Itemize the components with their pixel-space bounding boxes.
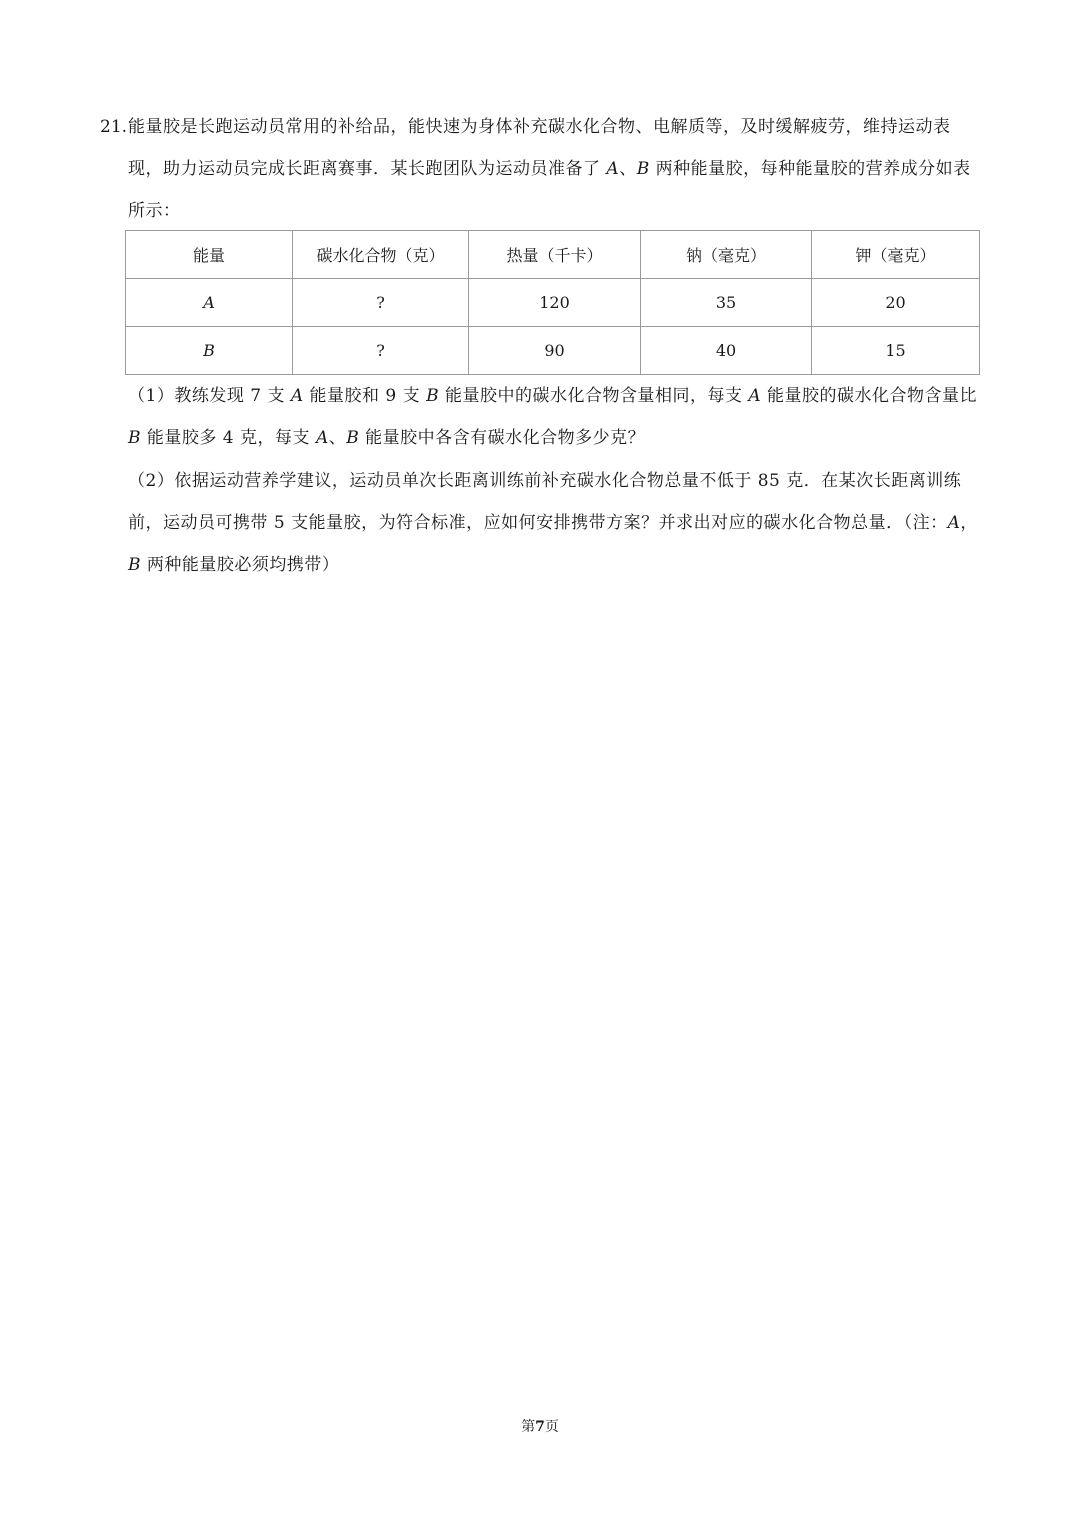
header-calories: 热量（千卡） [469, 231, 641, 279]
part1-text-3: 能量胶中的碳水化合物含量相同，每支 [439, 386, 749, 406]
row-a-sodium: 35 [641, 279, 812, 327]
var-b: B [128, 555, 141, 575]
page-footer [0, 1416, 1080, 1436]
footer-prefix: 第 [521, 1419, 536, 1435]
part2-text-1: （2）依据运动营养学建议，运动员单次长距离训练前补充碳水化合物总量不低于 85 克．在某次长距离训练前，运动员可携带 5 支能量胶，为符合标准，应如何安排携带方案？并求出对应的碳水化合物总量．（注： [128, 471, 962, 533]
table-header-row [126, 231, 980, 279]
var-b: B [128, 428, 141, 448]
intro-text-2: 两种能量胶，每种能量胶的营养成分如表所示： [128, 159, 971, 221]
footer-suffix: 页 [544, 1419, 559, 1435]
nutrition-table [125, 230, 980, 375]
part1-text-6: 、 [328, 428, 347, 448]
var-b: B [346, 428, 360, 448]
row-a-carbs: ? [293, 279, 469, 327]
question-intro [128, 106, 980, 232]
intro-text-1: 能量胶是长跑运动员常用的补给品，能快速为身体补充碳水化合物、电解质等，及时缓解疲劳，维持运动表现，助力运动员完成长距离赛事．某长跑团队为运动员准备了 [128, 117, 951, 179]
var-a: A [748, 386, 762, 406]
question-21 [100, 106, 980, 232]
question-header [100, 106, 980, 232]
part1-text-7: 能量胶中各含有碳水化合物多少克？ [359, 428, 646, 448]
var-a: A [290, 386, 304, 406]
row-b-carbs: ? [293, 327, 469, 375]
header-energy: 能量 [126, 231, 293, 279]
header-carbs: 碳水化合物（克） [293, 231, 469, 279]
var-a: A [315, 428, 329, 448]
table-row [126, 327, 980, 375]
var-b: B [636, 159, 650, 179]
var-a: A [947, 513, 961, 533]
table-row [126, 279, 980, 327]
part1-text-1: （1）教练发现 7 支 [128, 386, 291, 406]
row-a-potassium: 20 [812, 279, 980, 327]
var-b: B [426, 386, 440, 406]
row-b-calories: 90 [469, 327, 641, 375]
header-potassium: 钾（毫克） [812, 231, 980, 279]
row-b-sodium: 40 [641, 327, 812, 375]
part2-text-3: 两种能量胶必须均携带） [141, 555, 340, 575]
part1-text-5: 能量胶多 4 克，每支 [141, 428, 316, 448]
question-number: 21. [100, 117, 128, 137]
page-number: 7 [535, 1419, 545, 1435]
var-a: A [606, 159, 620, 179]
row-b-potassium: 15 [812, 327, 980, 375]
row-a-label: A [126, 279, 293, 327]
part1-text-4: 能量胶的碳水化合物含量比 [761, 386, 978, 406]
part2-text-2: ， [960, 513, 978, 533]
header-sodium: 钠（毫克） [641, 231, 812, 279]
sub-question-1 [128, 375, 980, 459]
part1-text-2: 能量胶和 9 支 [303, 386, 427, 406]
row-a-calories: 120 [469, 279, 641, 327]
row-b-label: B [126, 327, 293, 375]
intro-sep: 、 [619, 159, 637, 179]
sub-question-2 [128, 460, 980, 586]
